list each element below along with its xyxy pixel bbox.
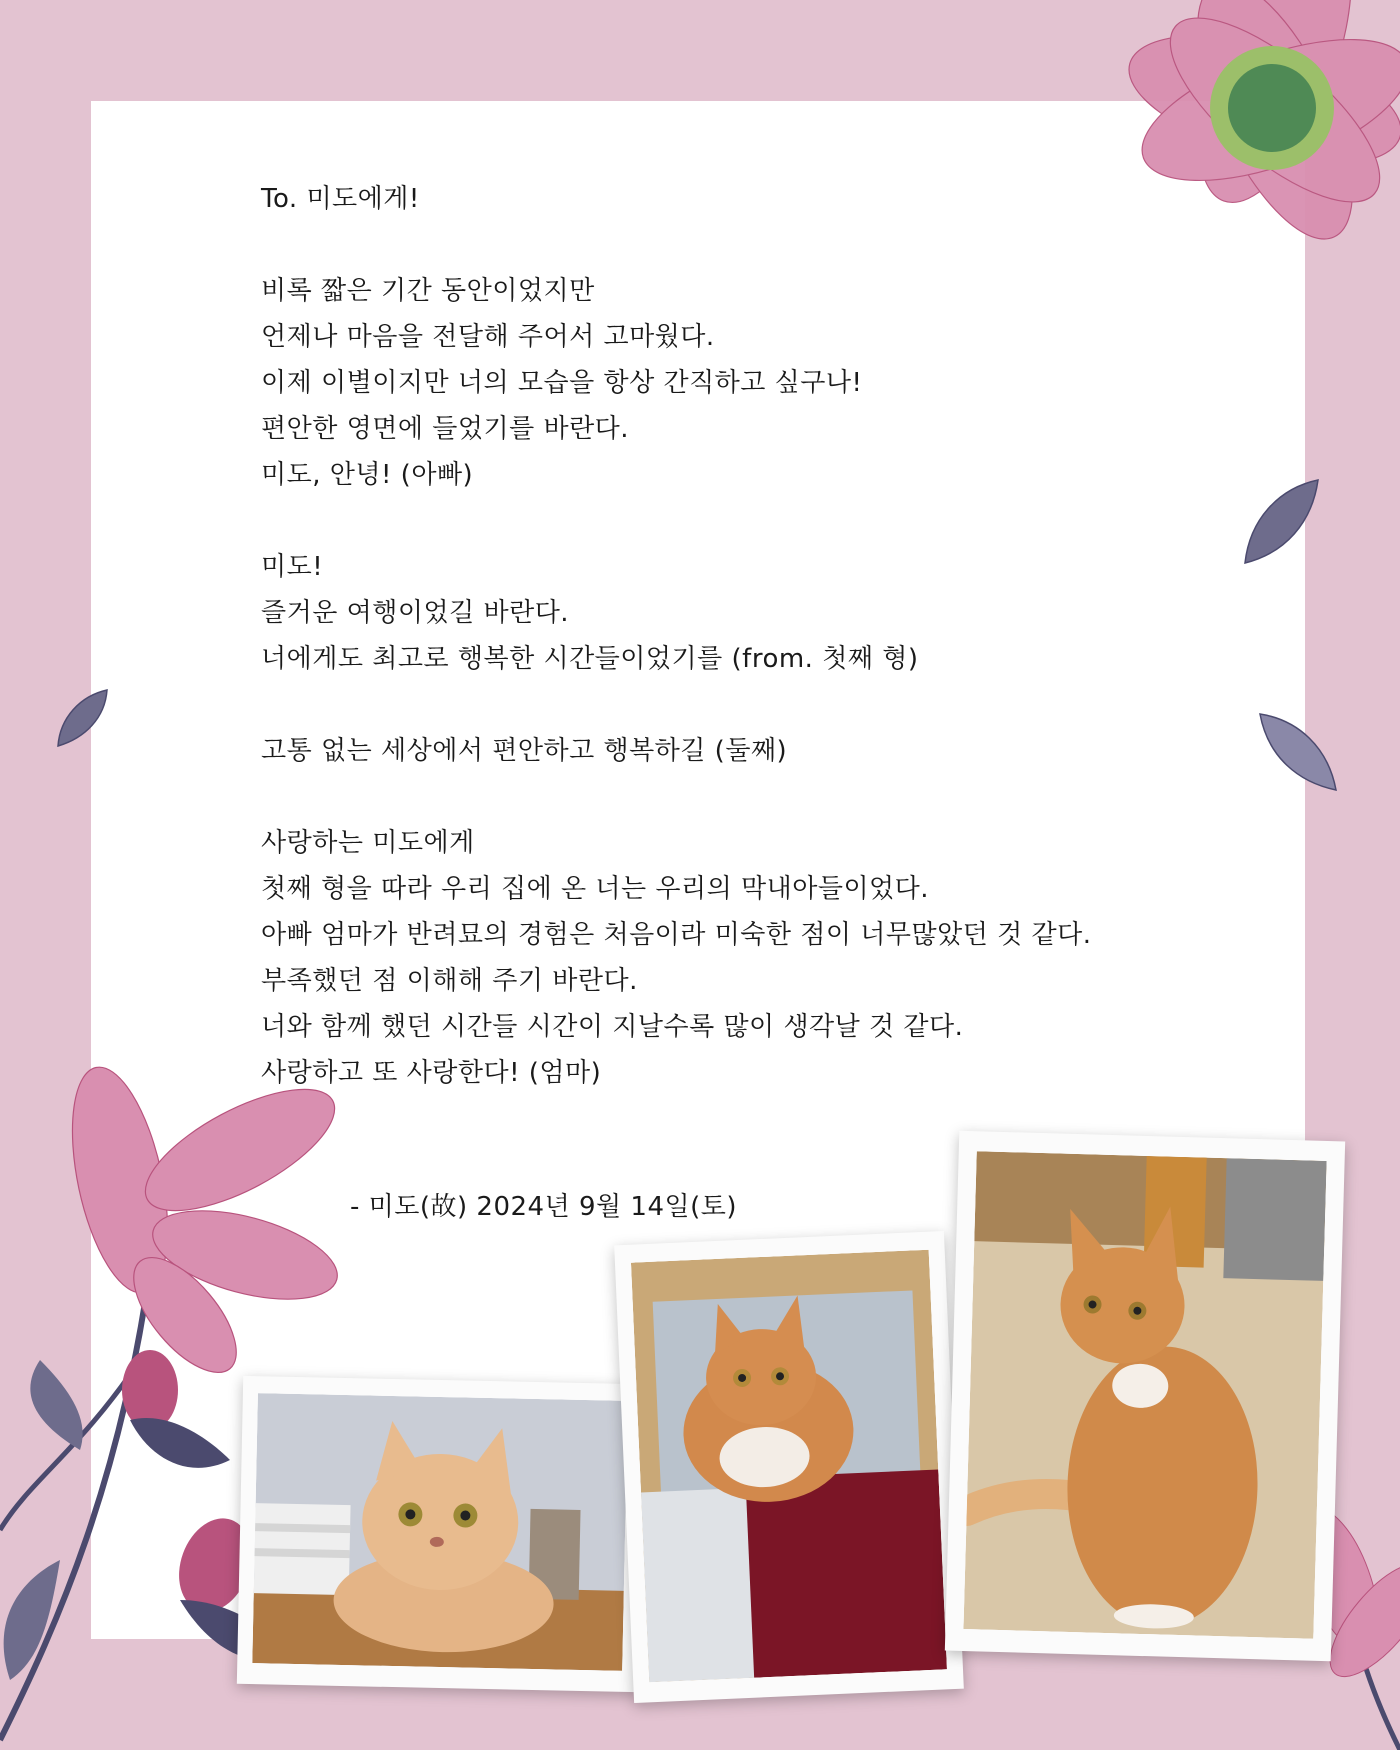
second-message-line: 고통 없는 세상에서 편안하고 행복하길 (둘째) — [261, 736, 788, 766]
cat-cabinet-image — [631, 1250, 947, 1683]
mom-message-line: 사랑하는 미도에게 — [261, 828, 475, 858]
dad-message-line: 미도, 안녕! (아빠) — [261, 460, 474, 490]
brother-message-line: 미도! — [261, 552, 324, 582]
cat-sitting-image — [963, 1151, 1326, 1639]
brother-message-line: 즐거운 여행이었길 바란다. — [261, 598, 570, 628]
brother-message-line: 너에게도 최고로 행복한 시간들이었기를 (from. 첫째 형) — [261, 644, 919, 674]
leaf-right-top-icon — [1240, 478, 1320, 568]
mom-message-line: 첫째 형을 따라 우리 집에 온 너는 우리의 막내아들이었다. — [261, 874, 930, 904]
leaf-left-icon — [55, 688, 110, 748]
cat-lying-image — [252, 1393, 628, 1671]
leaf-right-middle-icon — [1258, 712, 1338, 792]
mom-message-line: 너와 함께 했던 시간들 시간이 지날수록 많이 생각날 것 같다. — [261, 1012, 964, 1042]
cat-photo-sitting — [945, 1131, 1345, 1662]
cat-photo-on-cabinet — [614, 1231, 964, 1703]
letter-greeting: To. 미도에게! — [261, 184, 420, 214]
letter-body — [261, 176, 1161, 1096]
mom-message-line: 부족했던 점 이해해 주기 바란다. — [261, 966, 638, 996]
mom-message-line: 아빠 엄마가 반려묘의 경험은 처음이라 미숙한 점이 너무많았던 것 같다. — [261, 920, 1092, 950]
dad-message-line: 비록 짧은 기간 동안이었지만 — [261, 276, 595, 306]
dad-message-line: 편안한 영면에 들었기를 바란다. — [261, 414, 630, 444]
signature-date: - 미도(故) 2024년 9월 14일(토) — [350, 1192, 738, 1222]
cat-photo-lying — [237, 1376, 643, 1692]
mom-message-line: 사랑하고 또 사랑한다! (엄마) — [261, 1058, 602, 1088]
dad-message-line: 언제나 마음을 전달해 주어서 고마웠다. — [261, 322, 715, 352]
dad-message-line: 이제 이별이지만 너의 모습을 항상 간직하고 싶구나! — [261, 368, 863, 398]
